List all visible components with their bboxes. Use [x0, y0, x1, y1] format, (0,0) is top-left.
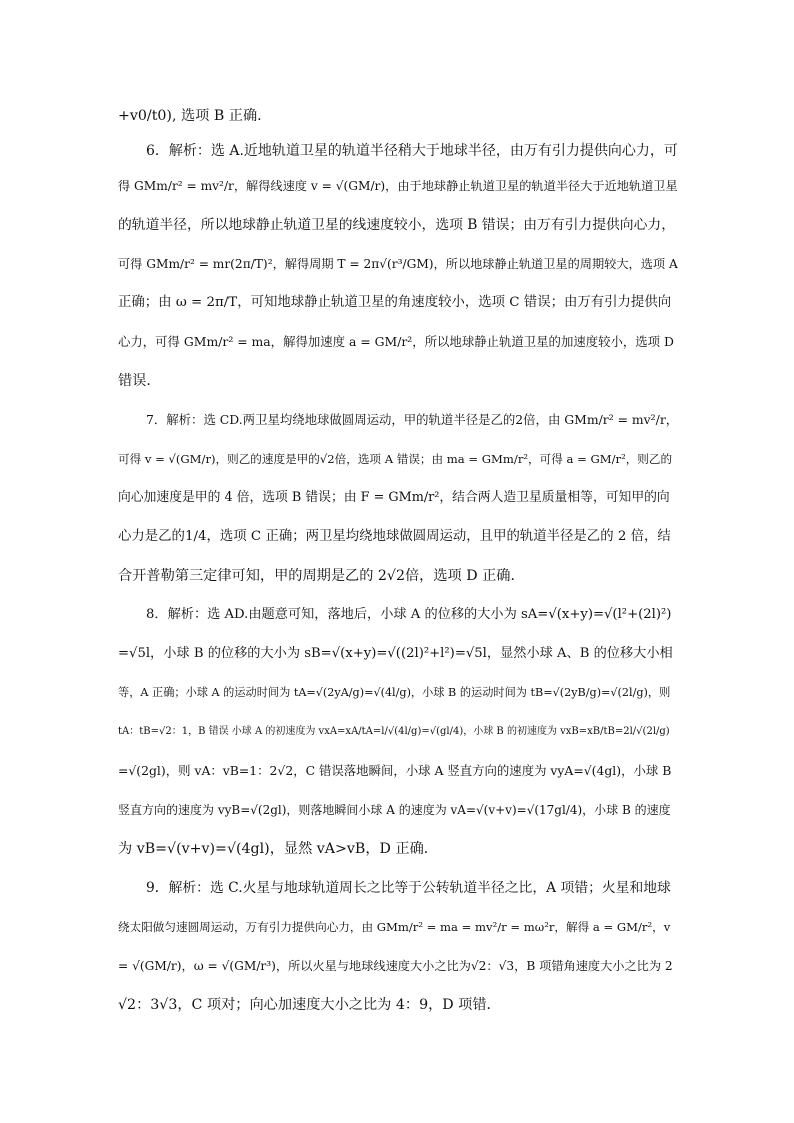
text-line-18: =√(2gl)，则 vA：vB=1：2√2，C 错误落地瞬间，小球 A 竖直方向的速度为 vyA=√(4gl)，小球 B: [118, 763, 672, 778]
text-line-4: 的轨道半径，所以地球静止轨道卫星的线速度较小，选项 B 错误；由万有引力提供向心力，: [118, 217, 675, 233]
text-line-24: √2：3√3，C 项对；向心加速度大小之比为 4：9，D 项错．: [118, 997, 501, 1013]
text-line-2: 6．解析：选 A.近地轨道卫星的轨道半径稍大于地球半径，由万有引力提供向心力，可: [146, 143, 678, 159]
text-line-19: 竖直方向的速度为 vyB=√(2gl)，则落地瞬间小球 A 的速度为 vA=√(v+v)=√(17gl/4)，小球 B 的速度: [118, 803, 671, 817]
text-line-9: 7．解析：选 CD.两卫星均绕地球做圆周运动，甲的轨道半径是乙的2倍，由 GMm/r² = mv²/r，: [146, 412, 678, 427]
text-line-3: 得 GMm/r² = mv²/r，解得线速度 v = √(GM/r)，由于地球静止轨道卫星的轨道半径大于近地轨道卫星: [118, 179, 678, 193]
text-line-6: 正确；由 ω = 2π/T，可知地球静止轨道卫星的角速度较小，选项 C 错误；由万有引力提供向: [118, 295, 672, 310]
text-line-10: 可得 v = √(GM/r)，则乙的速度是甲的√2倍，选项 A 错误；由 ma = GMm/r²，可得 a = GM/r²，则乙的: [118, 452, 673, 466]
text-line-13: 合开普勒第三定律可知，甲的周期是乙的 2√2倍，选项 D 正确．: [118, 568, 525, 584]
text-line-8: 错误．: [118, 373, 161, 389]
text-line-5: 可得 GMm/r² = mr(2π/T)²，解得周期 T = 2π√(r³/GM)，所以地球静止轨道卫星的周期较大，选项 A: [118, 257, 678, 271]
text-line-12: 心力是乙的1/4，选项 C 正确；两卫星均绕地球做圆周运动，且甲的轨道半径是乙的 2 倍，结: [118, 529, 671, 544]
text-line-20: 为 vB=√(v+v)=√(4gl)，显然 vA>vB，D 正确．: [118, 841, 438, 857]
text-line-17: tA：tB=√2：1，B 错误 小球 A 的初速度为 vxA=xA/tA=l/√(4l/g)=√(gl/4)，小球 B 的初速度为 vxB=xB/tB=2l/√(2l/g): [118, 726, 670, 737]
text-line-21: 9．解析：选 C.火星与地球轨道周长之比等于公转轨道半径之比，A 项错；火星和地球: [146, 880, 671, 896]
text-line-7: 心力，可得 GMm/r² = ma，解得加速度 a = GM/r²，所以地球静止轨道卫星的加速度较小，选项 D: [118, 334, 674, 349]
text-line-14: 8．解析：选 AD.由题意可知，落地后，小球 A 的位移的大小为 sA=√(x+y)=√(l²+(2l)²): [146, 607, 672, 622]
text-line-16: 等，A 正确；小球 A 的运动时间为 tA=√(2yA/g)=√(4l/g)，小球 B 的运动时间为 tB=√(2yB/g)=√(2l/g)，则: [118, 686, 671, 699]
text-line-11: 向心加速度是甲的 4 倍，选项 B 错误；由 F = GMm/r²，结合两人造卫星质量相等，可知甲的向: [118, 490, 670, 505]
text-line-1: +v0/t0), 选项 B 正确.: [118, 108, 262, 124]
text-line-15: =√5l，小球 B 的位移的大小为 sB=√(x+y)=√((2l)²+l²)=√5l，显然小球 A、B 的位移大小相: [118, 646, 673, 661]
text-line-23: = √(GM/r)，ω = √(GM/r³)，所以火星与地球线速度大小之比为√2：√3，B 项错角速度大小之比为 2: [118, 959, 673, 973]
text-line-22: 绕太阳做匀速圆周运动，万有引力提供向心力，由 GMm/r² = ma = mv²/r = mω²r，解得 a = GM/r²，v: [118, 920, 671, 934]
